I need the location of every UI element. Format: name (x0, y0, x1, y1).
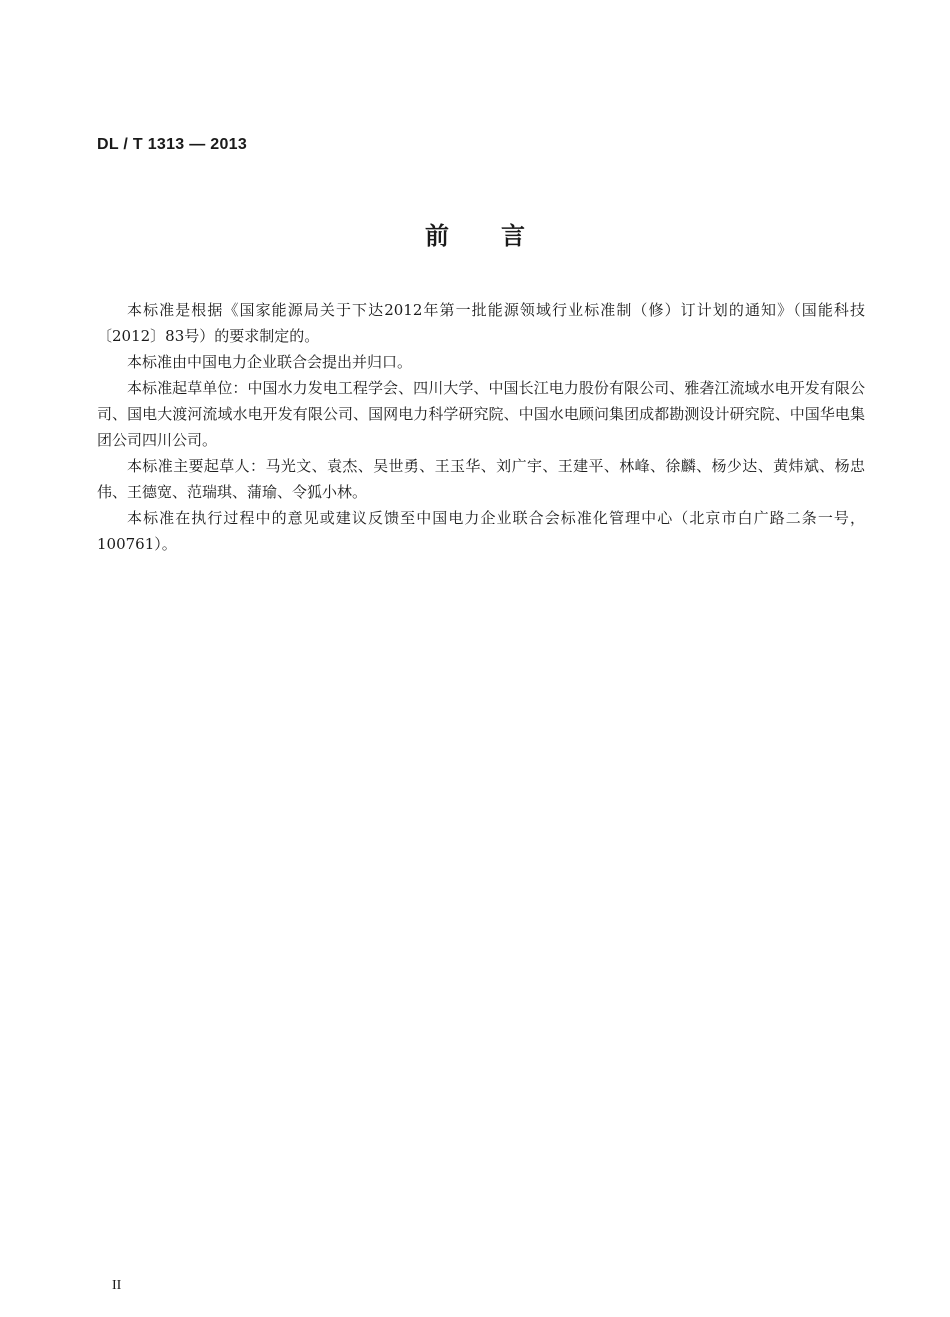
paragraph-basis: 本标准是根据《国家能源局关于下达2012年第一批能源领域行业标准制（修）订计划的通知》（国能科技〔2012〕83号）的要求制定的。 (97, 301, 865, 345)
paragraph-drafting-units: 本标准起草单位：中国水力发电工程学会、四川大学、中国长江电力股份有限公司、雅砻江流域水电开发有限公司、国电大渡河流域水电开发有限公司、国网电力科学研究院、中国水电顾问集团成都勘测设计研究院、中国华电集团公司四川公司。 (97, 379, 865, 449)
paragraph-proposer: 本标准由中国电力企业联合会提出并归口。 (127, 353, 413, 371)
paragraph-drafters: 本标准主要起草人：马光文、袁杰、吴世勇、王玉华、刘广宇、王建平、林峰、徐麟、杨少达、黄炜斌、杨忠伟、王德宽、范瑞琪、蒲瑜、令狐小林。 (97, 457, 865, 501)
paragraph-feedback: 本标准在执行过程中的意见或建议反馈至中国电力企业联合会标准化管理中心（北京市白广路二条一号，100761）。 (97, 509, 865, 553)
preface-body (97, 297, 865, 557)
page-number: II (112, 1278, 122, 1293)
standard-code: DL / T 1313 — 2013 (97, 136, 248, 153)
section-title: 前言 (425, 222, 577, 250)
